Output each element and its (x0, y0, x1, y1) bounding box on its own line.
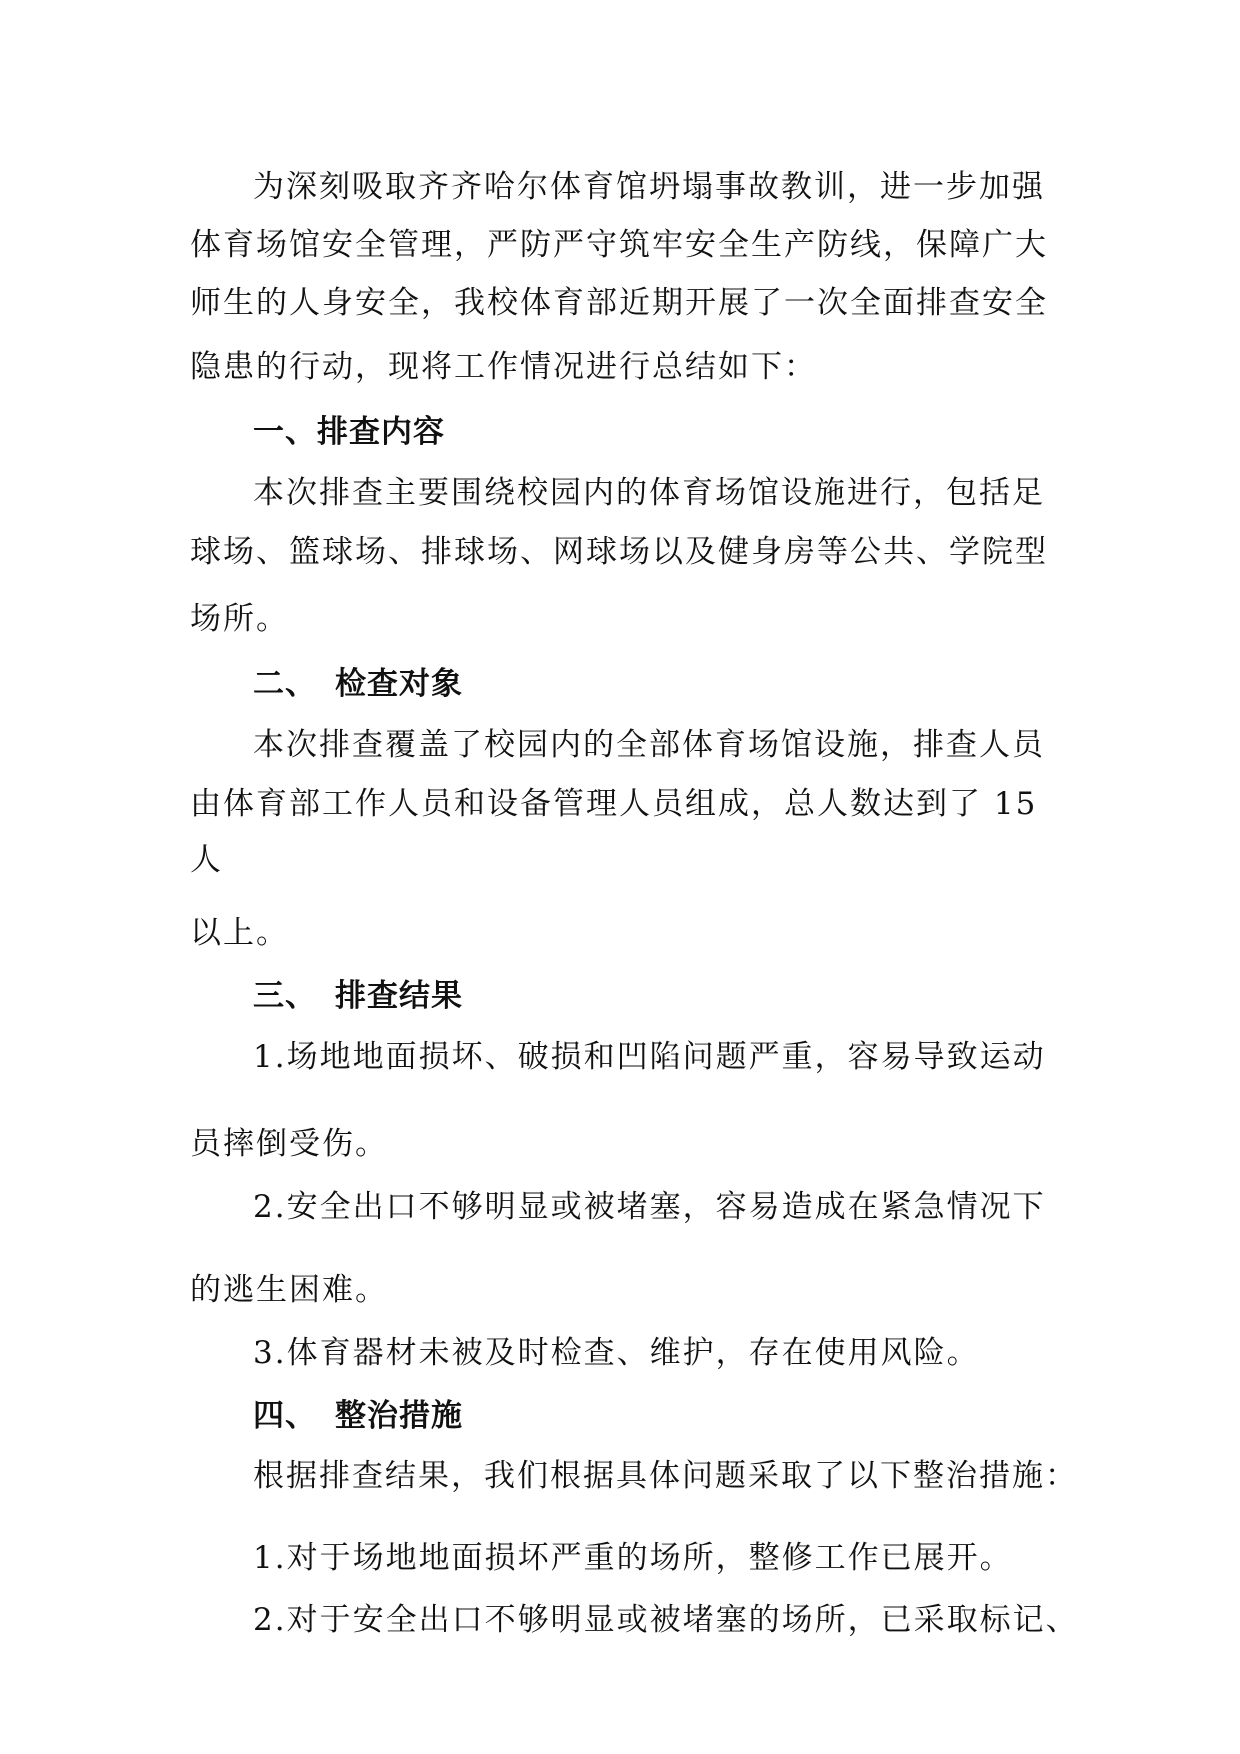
paragraph-line: 由体育部工作人员和设备管理人员组成，总人数达到了 15 (190, 786, 1038, 822)
section-title: 整治措施 (335, 1398, 463, 1434)
section-heading-2 (253, 664, 463, 704)
section-title: 排查内容 (317, 414, 445, 450)
list-item: 1.对于场地地面损坏严重的场所，整修工作已展开。 (253, 1540, 1013, 1576)
intro-line: 为深刻吸取齐齐哈尔体育馆坍塌事故教训，进一步加强 (253, 169, 1045, 205)
list-item: 3.体育器材未被及时检查、维护，存在使用风险。 (253, 1335, 980, 1371)
list-item: 1.场地地面损坏、破损和凹陷问题严重，容易导致运动 (253, 1039, 1046, 1075)
paragraph-line: 以上。 (190, 915, 289, 951)
section-heading-3 (253, 976, 463, 1016)
section-heading-1 (253, 412, 445, 452)
intro-line: 体育场馆安全管理，严防严守筑牢安全生产防线，保障广大 (190, 227, 1048, 263)
list-item: 的逃生困难。 (190, 1272, 388, 1308)
list-item: 2.对于安全出口不够明显或被堵塞的场所，已采取标记、 (253, 1602, 1079, 1638)
list-item: 2.安全出口不够明显或被堵塞，容易造成在紧急情况下 (253, 1189, 1046, 1225)
section-title: 检查对象 (335, 666, 463, 702)
paragraph-line: 本次排查主要围绕校园内的体育场馆设施进行，包括足 (253, 475, 1045, 511)
section-number: 三、 (253, 978, 317, 1014)
intro-line: 师生的人身安全，我校体育部近期开展了一次全面排查安全 (190, 285, 1048, 321)
intro-line: 隐患的行动，现将工作情况进行总结如下： (190, 349, 817, 385)
paragraph-line: 球场、篮球场、排球场、网球场以及健身房等公共、学院型 (190, 534, 1048, 570)
section-number: 二、 (253, 666, 317, 702)
paragraph-line: 场所。 (190, 601, 289, 637)
paragraph-line: 人 (190, 842, 223, 878)
paragraph-line: 本次排查覆盖了校园内的全部体育场馆设施，排查人员 (253, 727, 1045, 763)
section-title: 排查结果 (335, 978, 463, 1014)
section-number: 一、 (253, 414, 317, 450)
section-heading-4 (253, 1396, 463, 1436)
section-number: 四、 (253, 1398, 317, 1434)
list-item: 员摔倒受伤。 (190, 1126, 388, 1162)
paragraph-line: 根据排查结果，我们根据具体问题采取了以下整治措施： (253, 1458, 1078, 1494)
